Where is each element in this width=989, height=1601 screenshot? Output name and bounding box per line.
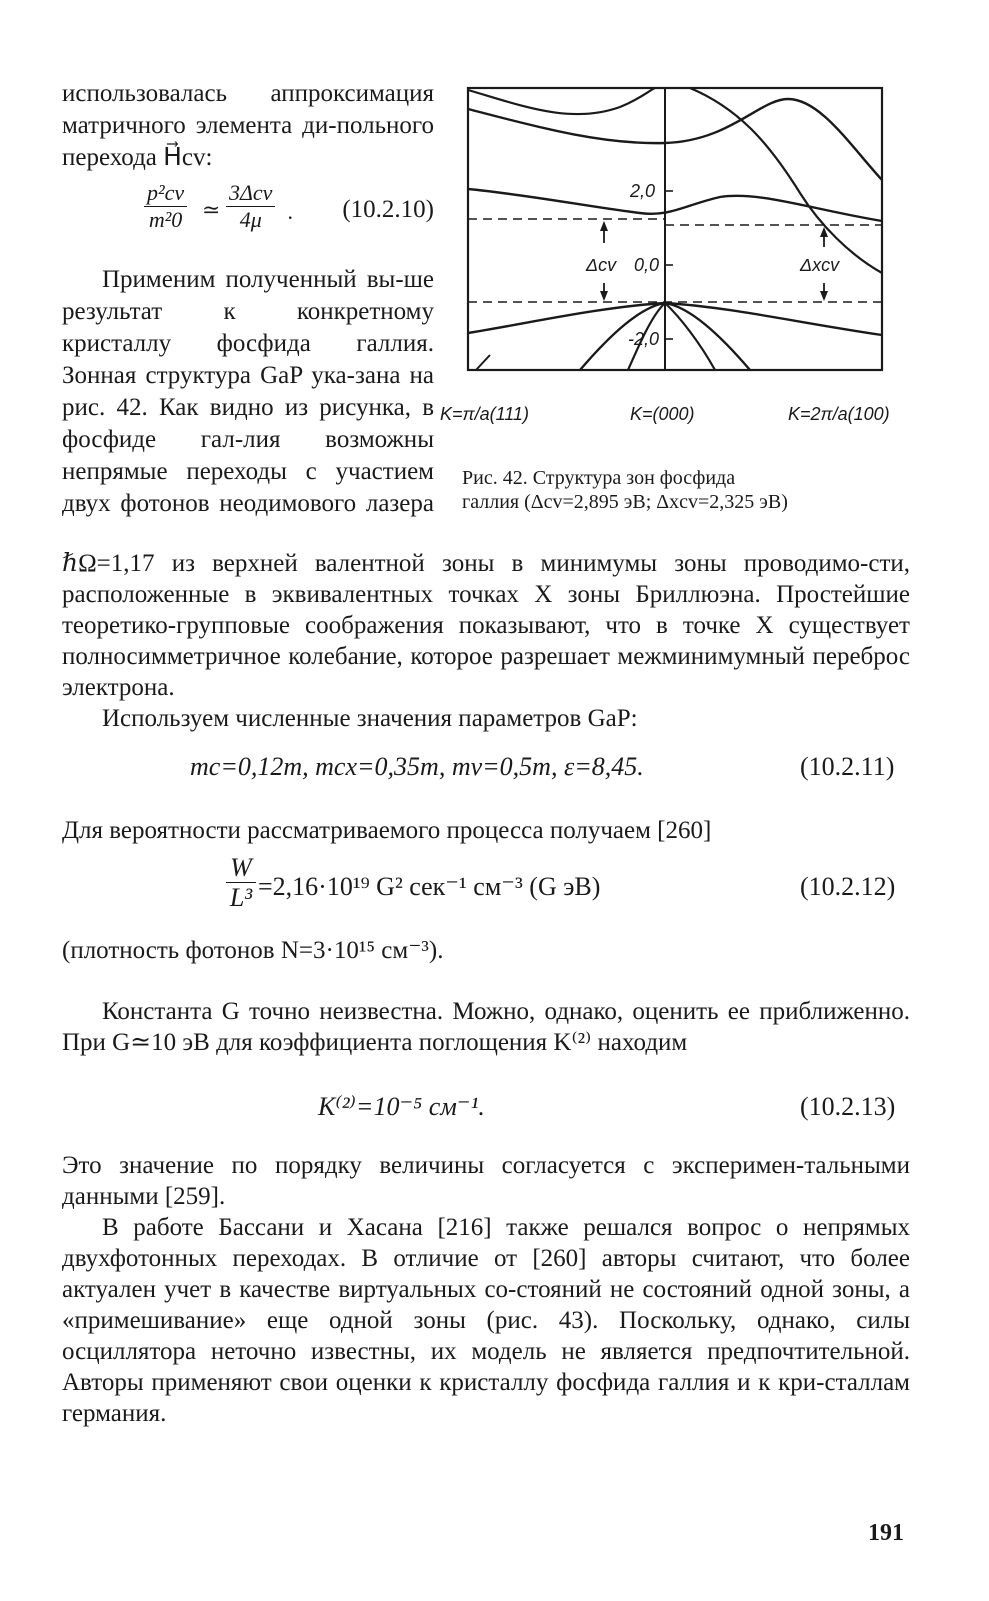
fraction-left <box>144 180 187 233</box>
equation-number-10-2-11: (10.2.11) <box>800 752 895 781</box>
equation-10-2-12-fraction <box>226 854 256 913</box>
conduction-band-upper <box>468 99 882 180</box>
equation-number-10-2-13: (10.2.13) <box>800 1092 896 1121</box>
paragraph-parameters: Используем численные значения параметров GaP: <box>102 705 638 732</box>
paragraph-approximation: использовалась аппроксимация матричного элемента ди-польного перехода H⃗cv: <box>62 80 434 171</box>
eq-numerator-right: 3Δcv <box>226 180 275 207</box>
equation-number-10-2-10: (10.2.10) <box>342 196 434 223</box>
paragraph-apply: Применим полученный вы-ше результат к конкретному кристаллу фосфида галлия. Зонная структура GaP ука-зана на рис. 42. Как видно из рисунка, в фосфиде гал-лия возможны непрямые переходы с участием двух фотонов неодимового лазера <box>62 266 434 517</box>
caption-line-2: галлия (Δcv=2,895 эВ; Δxcv=2,325 эВ) <box>462 491 788 513</box>
band-structure-figure <box>440 85 910 460</box>
eq-denominator-right: 4μ <box>239 207 262 232</box>
valence-edge-stub <box>476 355 490 370</box>
arrowhead-dcv-down <box>600 291 608 301</box>
xlabel-100: K=2π/a(100) <box>788 404 890 424</box>
body-text-1 <box>62 548 910 734</box>
xlabel-111: K=π/a(111) <box>440 404 529 424</box>
paragraph-probability: Для вероятности рассматриваемого процесса получаем [260] <box>62 817 712 844</box>
equation-10-2-12-rhs: =2,16·10¹⁹ G² сек⁻¹ см⁻³ (G эВ) <box>258 872 601 901</box>
left-column <box>62 78 434 520</box>
eq-period: . <box>288 199 294 224</box>
eq-approx-sign: ≃ <box>202 197 221 222</box>
tick-label-2: 2,0 <box>630 181 656 201</box>
body-text-5 <box>62 1150 910 1429</box>
arrowhead-dxcv-down <box>820 291 828 301</box>
fraction-right <box>226 180 275 233</box>
label-delta-xcv: Δxcv <box>800 255 840 275</box>
eq-w: W <box>226 854 256 883</box>
equation-10-2-11: mc=0,12m, mcx=0,35m, mv=0,5m, ε=8,45. <box>190 752 644 781</box>
arrowhead-dcv-up <box>600 221 608 231</box>
body-text-4 <box>62 996 910 1058</box>
tick-label-0: 0,0 <box>634 255 660 275</box>
page-number: 191 <box>868 1520 904 1546</box>
body-text-3 <box>62 935 910 966</box>
paragraph-transitions: ℏΩ=1,17 из верхней валентной зоны в минимумы зоны проводимо-сти, расположенные в эквивалентных точках X зоны Бриллюэна. Простейшие теоретико-групповые соображения показывают, что в точке X существует полносимметричное колебание, которое разрешает межминимумный переброс электрона. <box>62 550 910 701</box>
label-delta-cv: Δcv <box>586 255 617 275</box>
conduction-band-top-left <box>468 88 655 114</box>
figure-caption <box>462 466 882 514</box>
paragraph-agreement: Это значение по порядку величины согласуется с эксперимен-тальными данными [259]. <box>62 1152 910 1210</box>
conduction-band-min <box>468 189 882 221</box>
figure-frame <box>468 88 882 370</box>
paragraph-photon-density: (плотность фотонов N=3·10¹⁵ см⁻³). <box>62 937 444 964</box>
valence-band-flat <box>468 303 882 335</box>
equation-number-10-2-12: (10.2.12) <box>800 872 896 901</box>
paragraph-bassani: В работе Бассани и Хасана [216] также решался вопрос о непрямых двухфотонных переходах. В отличие от [260] авторы считают, что более актуален учет в качестве виртуальных со-стояний не состояний одной зоны, а «примешивание» еще одной зоны (рис. 43). Поскольку, однако, силы осциллятора неточно известны, их модель не является предпочтительной. Авторы применяют свои оценки к кристаллу фосфида галлия и к кри-сталлам германия. <box>62 1214 910 1427</box>
paragraph-constant-g: Константа G точно неизвестна. Можно, однако, оценить ее приближенно. При G≃10 эВ для коэффициента поглощения K⁽²⁾ находим <box>62 998 910 1056</box>
conduction-band-right <box>690 88 882 273</box>
body-text-2 <box>62 815 910 846</box>
xlabel-000: K=(000) <box>630 404 695 424</box>
equation-10-2-10 <box>62 180 434 254</box>
equation-10-2-13: K⁽²⁾=10⁻⁵ см⁻¹. <box>318 1092 485 1121</box>
eq-denominator-left: m²0 <box>148 207 183 232</box>
caption-line-1: Рис. 42. Структура зон фосфида <box>462 467 736 489</box>
eq-l3: L³ <box>229 883 253 912</box>
eq-numerator-left: p²cv <box>144 180 187 207</box>
tick-label-minus2: -2,0 <box>628 329 660 349</box>
